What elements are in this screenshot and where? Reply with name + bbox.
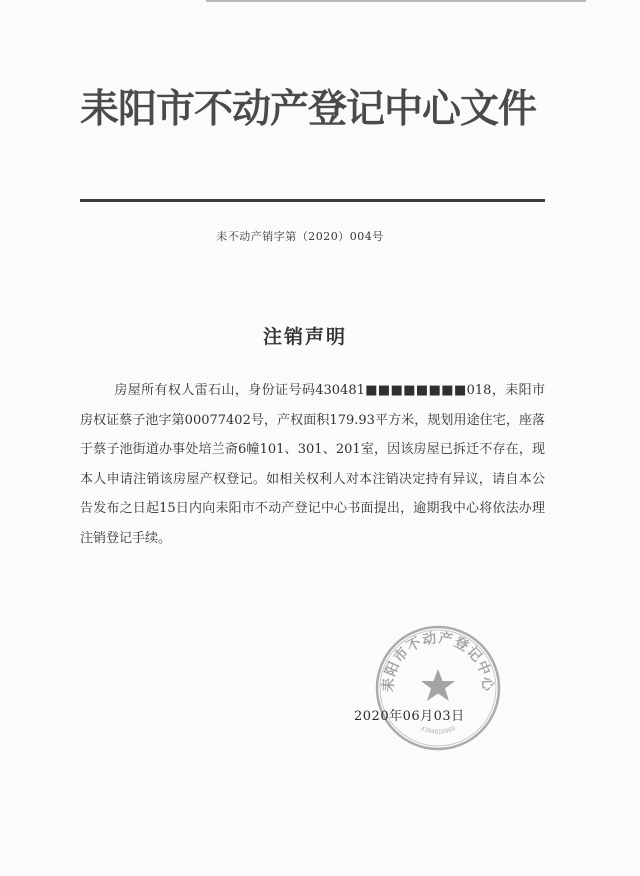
notice-body: 房屋所有权人雷石山，身份证号码430481■■■■■■■■018，耒阳市房权证蔡子池字第00077402号，产权面积179.93平方米，规划用途住宅，座落于蔡子池街道办事处培兰斋6幢101、301、201室，因该房屋已拆迁不存在，现本人申请注销该房屋产权登记。如相关权利人对本注销决定持有异议，请自本公告发布之日起15日内向耒阳市不动产登记中心书面提出，逾期我中心将依法办理注销登记手续。 — [80, 383, 545, 546]
header-divider — [80, 199, 545, 202]
document-header-title: 耒阳市不动产登记中心文件 — [80, 87, 537, 132]
document-number: 耒不动产销字第（2020）004号 — [216, 230, 384, 243]
seal-star-icon — [421, 669, 455, 701]
official-seal — [373, 623, 503, 753]
svg-text:4304810969 — [420, 725, 457, 736]
seal-code: 4304810969 — [419, 725, 457, 736]
scan-edge-line — [206, 0, 586, 2]
document-date: 2020年06月03日 — [354, 709, 465, 724]
seal-text: 耒阳市不动产登记中心 — [380, 630, 496, 693]
notice-body-wrapper — [80, 376, 545, 553]
notice-title: 注销声明 — [262, 326, 347, 348]
